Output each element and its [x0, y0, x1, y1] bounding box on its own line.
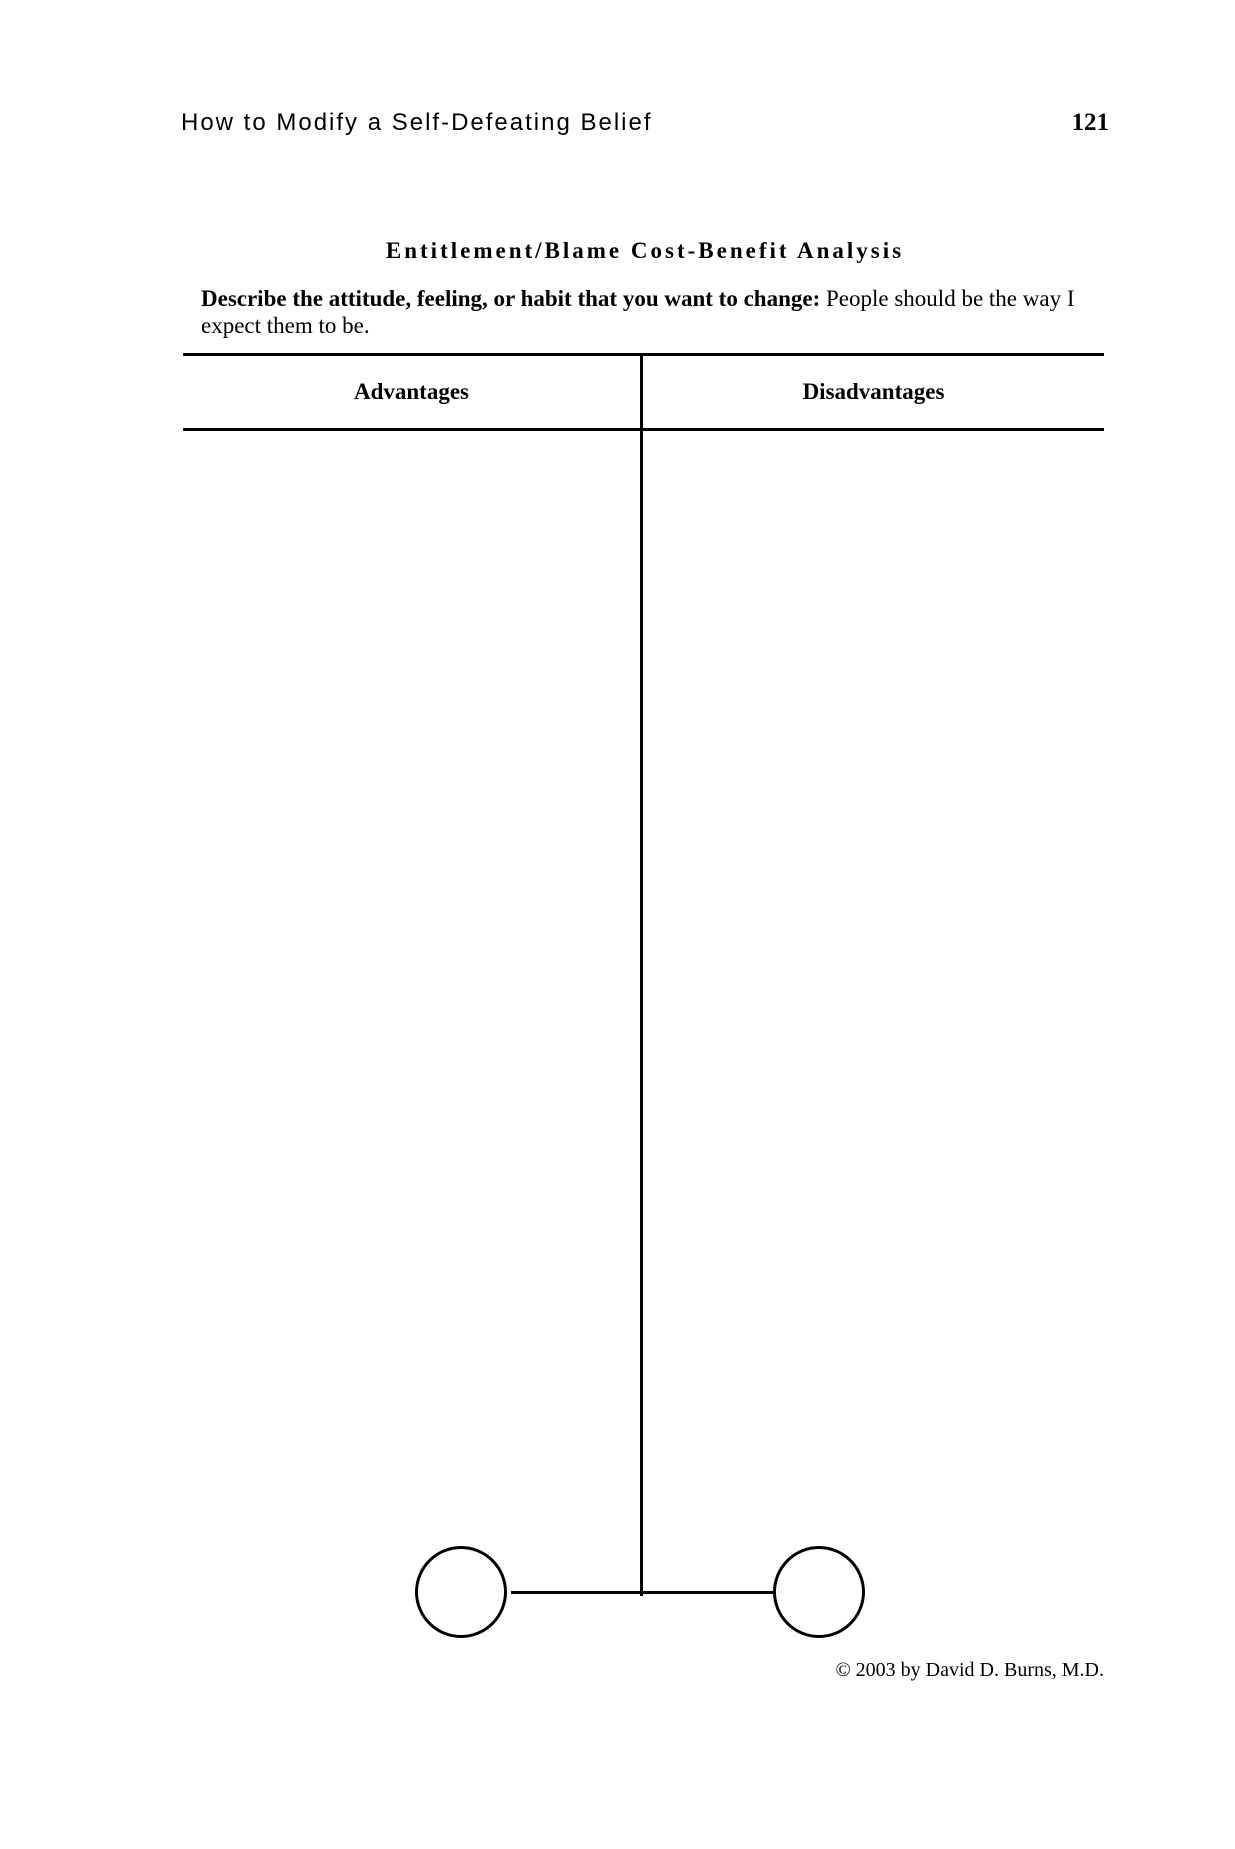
- page-number: 121: [1071, 109, 1109, 136]
- disadvantages-score-circle[interactable]: [773, 1546, 865, 1638]
- column-divider: [640, 353, 643, 1596]
- column-header-advantages: Advantages: [353, 379, 469, 404]
- balance-bar: [511, 1591, 775, 1594]
- running-head: How to Modify a Self-Defeating Belief: [181, 109, 653, 136]
- worksheet-title: Entitlement/Blame Cost-Benefit Analysis: [385, 238, 905, 263]
- prompt-label: Describe the attitude, feeling, or habit that you want to change:: [201, 286, 821, 311]
- column-header-disadvantages: Disadvantages: [802, 379, 945, 404]
- advantages-score-circle[interactable]: [415, 1546, 507, 1638]
- table-header-rule: [183, 428, 1104, 431]
- prompt: [201, 285, 1101, 339]
- prompt-answer: People should be the way I expect them to be.: [201, 286, 1075, 338]
- table-top-rule: [183, 353, 1104, 356]
- copyright: © 2003 by David D. Burns, M.D.: [835, 1659, 1104, 1681]
